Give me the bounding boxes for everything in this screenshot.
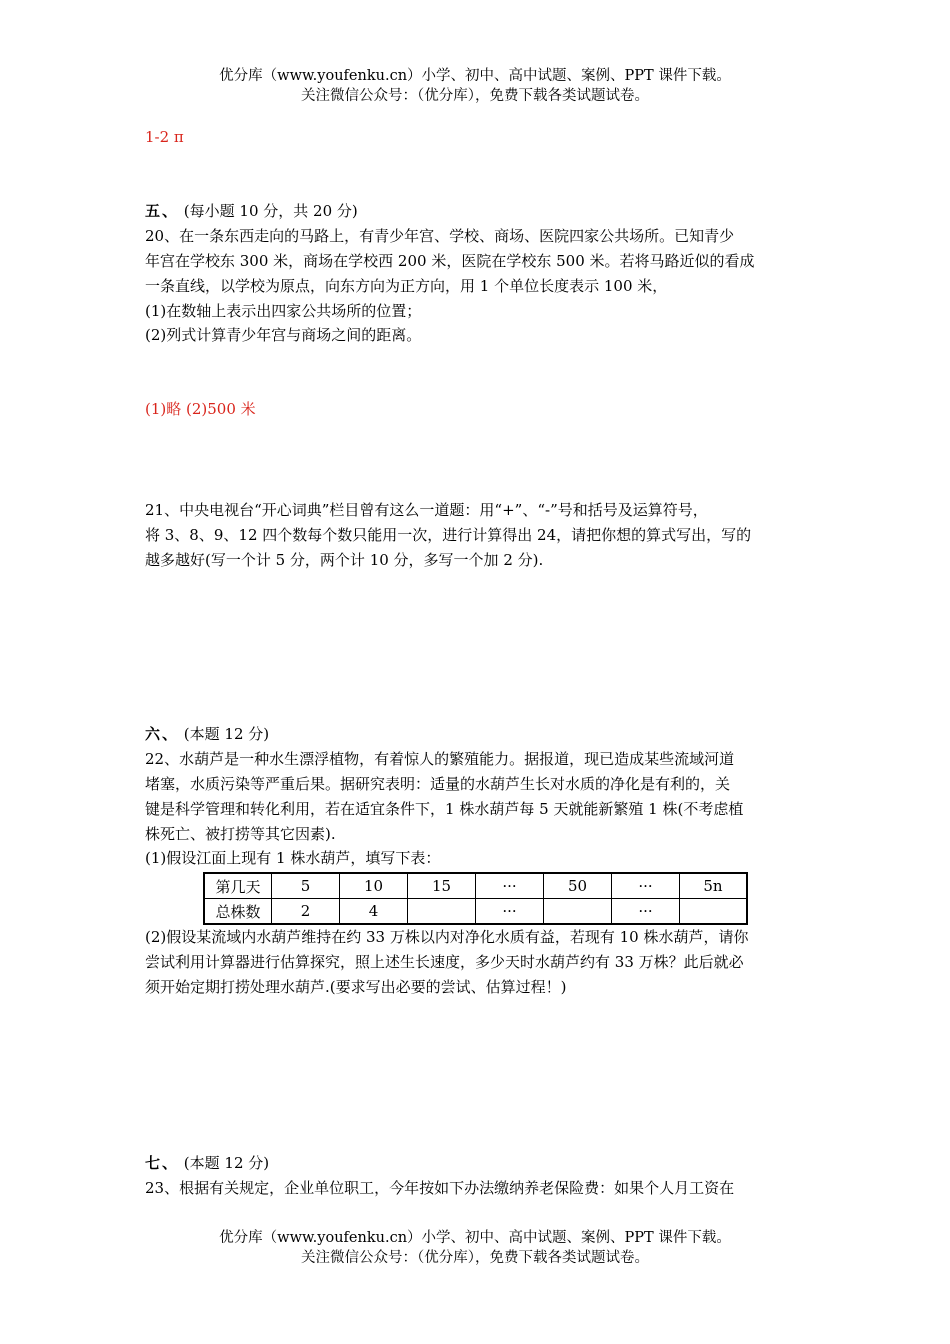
table-cell: 第几天: [204, 873, 272, 899]
table-cell: ···: [476, 899, 544, 925]
q23-line: 23、根据有关规定，企业单位职工，今年按如下办法缴纳养老保险费：如果个人月工资在: [145, 1179, 735, 1197]
table-row: [204, 873, 747, 899]
q22-line: 22、水葫芦是一种水生漂浮植物，有着惊人的繁殖能力。据报道，现已造成某些流域河道: [145, 750, 735, 768]
q22-part2-line: (2)假设某流域内水葫芦维持在约 33 万株以内对净化水质有益，若现有 10 株水葫芦，请你: [145, 928, 749, 946]
q22-line: (1)假设江面上现有 1 株水葫芦，填写下表：: [145, 849, 441, 867]
previous-answer: 1-2 π: [145, 128, 184, 146]
table-cell: 4: [340, 899, 408, 925]
page-footer-line-1: 优分库（www.youfenku.cn）小学、初中、高中试题、案例、PPT 课件下载。: [219, 1230, 731, 1246]
section-5-note: (每小题 10 分，共 20 分): [183, 202, 358, 220]
q20-line: (1)在数轴上表示出四家公共场所的位置；: [145, 302, 422, 320]
table-cell: 5n: [680, 873, 748, 899]
q21-line: 越多越好(写一个计 5 分，两个计 10 分，多写一个加 2 分).: [145, 551, 544, 569]
section-6-number: 六、: [145, 725, 180, 743]
section-7-heading: [145, 1151, 815, 1176]
table-cell: 15: [408, 873, 476, 899]
table-cell: 50: [544, 873, 612, 899]
section-5-number: 五、: [145, 202, 180, 220]
q21-line: 将 3、8、9、12 四个数每个数只能用一次，进行计算得出 24，请把你想的算式写出，写的: [145, 526, 752, 544]
table-cell: 总株数: [204, 899, 272, 925]
table-cell: 2: [272, 899, 340, 925]
page-footer-line-2: 关注微信公众号：（优分库），免费下载各类试题试卷。: [301, 1250, 649, 1266]
table-cell-blank: [544, 899, 612, 925]
table-cell: 10: [340, 873, 408, 899]
table-cell-blank: [408, 899, 476, 925]
table-cell: 5: [272, 873, 340, 899]
table-row: [204, 899, 747, 925]
section-7-number: 七、: [145, 1154, 180, 1172]
section-6-heading: [145, 722, 815, 747]
table-cell: ···: [612, 873, 680, 899]
table-cell: ···: [612, 899, 680, 925]
q20-line: 一条直线，以学校为原点，向东方向为正方向，用 1 个单位长度表示 100 米，: [145, 277, 668, 295]
q20-line: 20、在一条东西走向的马路上，有青少年宫、学校、商场、医院四家公共场所。已知青少: [145, 227, 735, 245]
q20-line: (2)列式计算青少年宫与商场之间的距离。: [145, 326, 422, 344]
q22-line: 堵塞，水质污染等严重后果。据研究表明：适量的水葫芦生长对水质的净化是有利的，关: [145, 775, 731, 793]
q22-part2-line: 须开始定期打捞处理水葫芦.(要求写出必要的尝试、估算过程！): [145, 978, 567, 996]
q20-answer: (1)略 (2)500 米: [145, 400, 256, 418]
table-cell: ···: [476, 873, 544, 899]
q20-line: 年宫在学校东 300 米，商场在学校西 200 米，医院在学校东 500 米。若将马路近似的看成: [145, 252, 755, 270]
section-7-note: (本题 12 分): [183, 1154, 270, 1172]
page-header-line-1: 优分库（www.youfenku.cn）小学、初中、高中试题、案例、PPT 课件下载。: [219, 68, 731, 84]
section-5-heading: [145, 199, 815, 224]
q22-line: 键是科学管理和转化利用，若在适宜条件下，1 株水葫芦每 5 天就能新繁殖 1 株(不考虑植: [145, 800, 744, 818]
q22-line: 株死亡、被打捞等其它因素).: [145, 825, 336, 843]
section-6-note: (本题 12 分): [183, 725, 270, 743]
q21-line: 21、中央电视台“开心词典”栏目曾有这么一道题：用“+”、“-”号和括号及运算符号，: [145, 501, 708, 519]
table-cell-blank: [680, 899, 748, 925]
growth-table: [203, 872, 748, 925]
q22-part2-line: 尝试利用计算器进行估算探究，照上述生长速度，多少天时水葫芦约有 33 万株？此后就必: [145, 953, 744, 971]
page-header-line-2: 关注微信公众号：（优分库），免费下载各类试题试卷。: [301, 88, 649, 104]
